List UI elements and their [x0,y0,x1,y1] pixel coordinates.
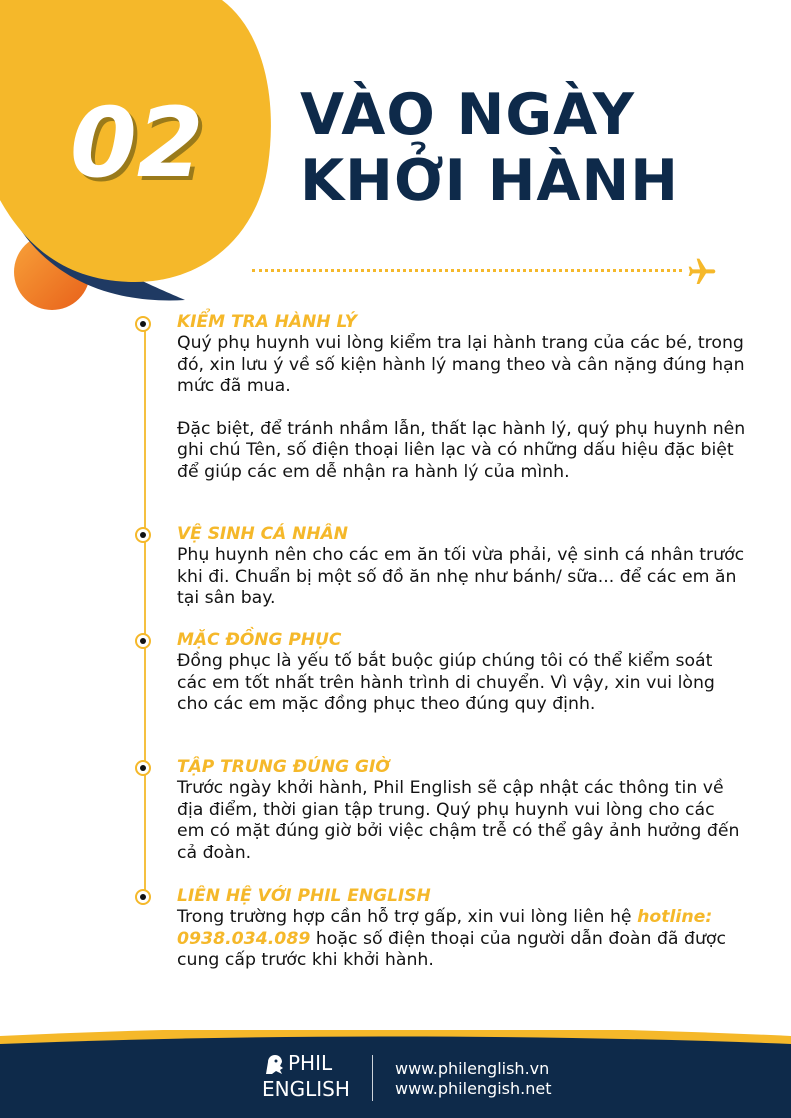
section-heading: MẶC ĐỒNG PHỤC [177,630,342,650]
timeline-bullet [135,633,151,649]
timeline-bullet [135,316,151,332]
section-paragraph: Đồng phục là yếu tố bắt buộc giúp chúng tôi có thể kiểm soát các em tốt nhất trên hành trình di chuyển. Vì vậy, xin vui lòng cho các em mặc đồng phục theo đúng quy định. [177,651,715,714]
section-contact [177,886,747,972]
section-heading: VỆ SINH CÁ NHÂN [177,524,349,544]
logo-text-line-2: ENGLISH [262,1077,350,1101]
dotted-divider [252,269,682,272]
section-paragraph [177,907,747,972]
section-uniform [177,630,747,716]
section-number: 02 [70,87,204,199]
page-title [300,82,679,214]
section-punctuality [177,757,747,864]
timeline-bullet [135,760,151,776]
section-paragraph: Đặc biệt, để tránh nhầm lẫn, thất lạc hành lý, quý phụ huynh nên ghi chú Tên, số điện thoại liên lạc và có những dấu hiệu đặc biệt để giúp các em dễ nhận ra hành lý của mình. [177,418,746,482]
timeline-bullet [135,889,151,905]
contact-text-after: hoặc số điện thoại của người dẫn đoàn đã được cung cấp trước khi khởi hành. [177,928,726,970]
section-personal-hygiene [177,524,747,610]
section-heading: TẬP TRUNG ĐÚNG GIỜ [177,757,390,777]
page-title-line-1: VÀO NGÀY [300,82,636,148]
website-link-vn[interactable]: www.philenglish.vn [395,1059,550,1078]
timeline-line [144,324,146,897]
section-paragraph: Phụ huynh nên cho các em ăn tối vừa phải, vệ sinh cá nhân trước khi đi. Chuẩn bị một số đồ ăn nhẹ như bánh/ sữa... để các em ăn tại sân bay. [177,545,745,608]
page-title-line-2: KHỞI HÀNH [300,148,679,214]
section-paragraph: Trước ngày khởi hành, Phil English sẽ cập nhật các thông tin về địa điểm, thời gian tập trung. Quý phụ huynh vui lòng cho các em có mặt đúng giờ bởi việc chậm trễ có thể gây ảnh hưởng đến cả đoàn. [177,778,740,863]
phil-english-logo [262,1052,352,1104]
hotline-number[interactable]: hotline: 0938.034.089 [177,907,713,949]
section-luggage-check [177,312,747,483]
logo-text-line-1: PHIL [288,1051,333,1075]
section-paragraph: Quý phụ huynh vui lòng kiểm tra lại hành trang của các bé, trong đó, xin lưu ý về số kiện hành lý mang theo và cân nặng đúng hạn mức đã mua. [177,333,745,396]
contact-text-before: Trong trường hợp cần hỗ trợ gấp, xin vui lòng liên hệ [177,907,638,927]
timeline-bullet [135,527,151,543]
footer-divider [372,1055,373,1101]
section-heading: LIÊN HỆ VỚI PHIL ENGLISH [177,886,431,906]
website-link-net[interactable]: www.philengish.net [395,1079,552,1098]
lion-logo-icon [262,1052,288,1078]
airplane-icon [686,256,718,288]
section-heading: KIỂM TRA HÀNH LÝ [177,312,357,332]
